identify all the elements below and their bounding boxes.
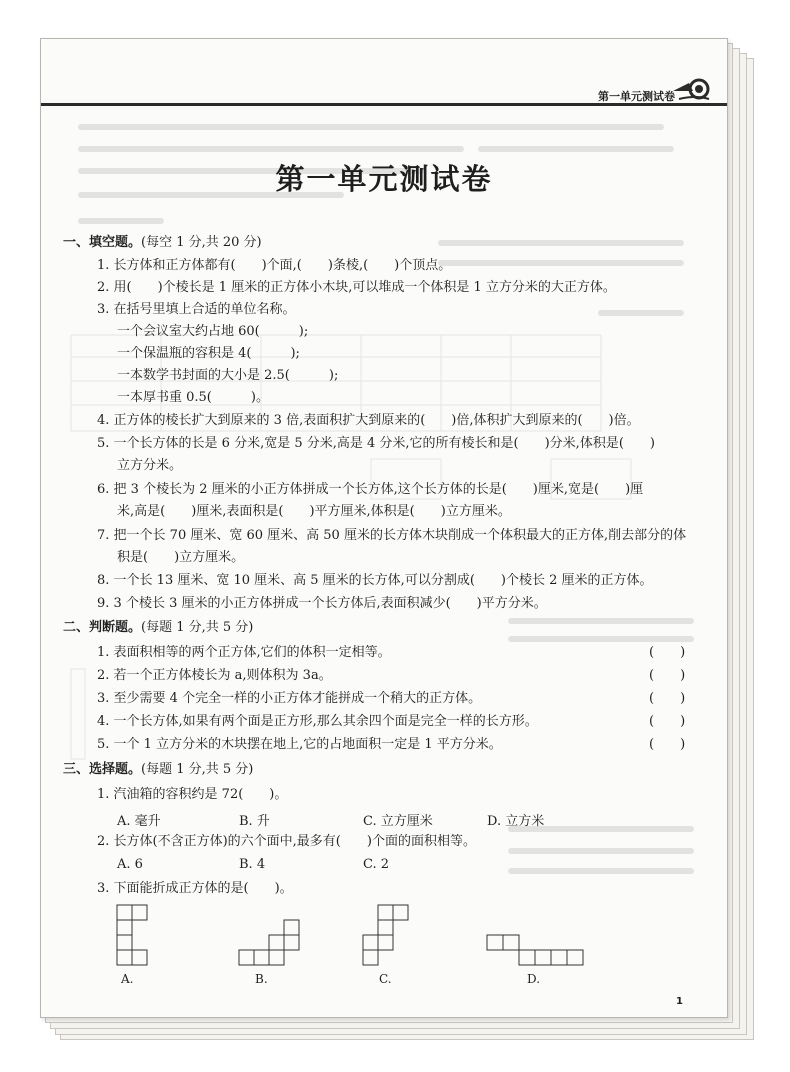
s3-q2-option-a[interactable]: A. 6 [117,857,143,872]
s2-item-4: 4. 一个长方体,如果有两个面是正方形,那么其余四个面是完全一样的长方形。 [97,714,538,729]
s1-q6a: 6. 把 3 个棱长为 2 厘米的小正方体拼成一个长方体,这个长方体的长是( )厘米,宽是( )厘 [97,482,644,497]
s2-answer-2[interactable]: ( ) [649,668,686,683]
s2-answer-1[interactable]: ( ) [649,645,686,660]
s2-answer-3[interactable]: ( ) [649,691,686,706]
s1-q3d: 一本厚书重 0.5( )。 [117,390,269,405]
s1-q3a: 一个会议室大约占地 60( ); [117,324,309,339]
section1-heading [63,235,262,251]
section1-note: (每空 1 分,共 20 分) [141,235,262,250]
s3-q1-option-b[interactable]: B. 升 [239,814,270,829]
s3-q1-option-a[interactable]: A. 毫升 [117,814,161,829]
section3-note: (每题 1 分,共 5 分) [141,762,254,777]
book-logo-icon [671,77,711,103]
section1-title: 一、填空题。 [63,235,142,250]
s1-q3c: 一本数学书封面的大小是 2.5( ); [117,368,339,383]
section2-title: 二、判断题。 [63,620,142,635]
s2-item-3: 3. 至少需要 4 个完全一样的小正方体才能拼成一个稍大的正方体。 [97,691,482,706]
header-rule [41,103,727,106]
s1-q5a: 5. 一个长方体的长是 6 分米,宽是 5 分米,高是 4 分米,它的所有棱长和是( )分米,体积是( ) [97,436,655,451]
s3-q1-option-d[interactable]: D. 立方米 [487,814,545,829]
header-section-label: 第一单元测试卷 [598,90,675,103]
s2-item-1: 1. 表面积相等的两个正方体,它们的体积一定相等。 [97,645,391,660]
cube-net-d-label: D. [527,972,541,986]
s1-q8: 8. 一个长 13 厘米、宽 10 厘米、高 5 厘米的长方体,可以分割成( )个棱长 2 厘米的正方体。 [97,573,653,588]
s1-q1: 1. 长方体和正方体都有( )个面,( )条棱,( )个顶点。 [97,258,452,273]
s1-q7a: 7. 把一个长 70 厘米、宽 60 厘米、高 50 厘米的长方体木块削成一个体积最大的正方体,削去部分的体 [97,528,687,543]
s3-q1-option-c[interactable]: C. 立方厘米 [363,814,433,829]
exam-page [40,38,728,1018]
s1-q4: 4. 正方体的棱长扩大到原来的 3 倍,表面积扩大到原来的( )倍,体积扩大到原来的( )倍。 [97,413,640,428]
cube-net-a[interactable] [115,903,149,969]
cube-net-c[interactable] [361,903,412,969]
s1-q5b: 立方分米。 [117,458,183,473]
s1-q7b: 积是( )立方厘米。 [117,550,245,565]
s3-q2-option-b[interactable]: B. 4 [239,857,266,872]
section3-heading [63,762,253,778]
s1-q2: 2. 用( )个棱长是 1 厘米的正方体小木块,可以堆成一个体积是 1 立方分米的大正方体。 [97,280,616,295]
cube-net-a-label: A. [121,972,134,986]
s2-item-2: 2. 若一个正方体棱长为 a,则体积为 3a。 [97,668,332,683]
s3-q1: 1. 汽油箱的容积约是 72( )。 [97,787,288,802]
cube-net-d[interactable] [485,933,585,969]
section2-note: (每题 1 分,共 5 分) [141,620,254,635]
s3-q3: 3. 下面能折成正方体的是( )。 [97,881,293,896]
page-title: 第一单元测试卷 [275,162,493,196]
section3-title: 三、选择题。 [63,762,142,777]
cube-net-c-label: C. [379,972,392,986]
s1-q9: 9. 3 个棱长 3 厘米的小正方体拼成一个长方体后,表面积减少( )平方分米。 [97,596,547,611]
s1-q6b: 米,高是( )厘米,表面积是( )平方厘米,体积是( )立方厘米。 [117,504,511,519]
section2-heading [63,620,253,636]
s3-q2: 2. 长方体(不含正方体)的六个面中,最多有( )个面的面积相等。 [97,834,476,849]
s2-answer-5[interactable]: ( ) [649,737,686,752]
s2-answer-4[interactable]: ( ) [649,714,686,729]
cube-net-b[interactable] [237,918,303,969]
s2-item-5: 5. 一个 1 立方分米的木块摆在地上,它的占地面积一定是 1 平方分米。 [97,737,502,752]
s3-q2-option-c[interactable]: C. 2 [363,857,390,872]
s1-q3: 3. 在括号里填上合适的单位名称。 [97,302,296,317]
page-number: 1 [676,996,683,1007]
s1-q3b: 一个保温瓶的容积是 4( ); [117,346,300,361]
cube-net-b-label: B. [255,972,268,986]
